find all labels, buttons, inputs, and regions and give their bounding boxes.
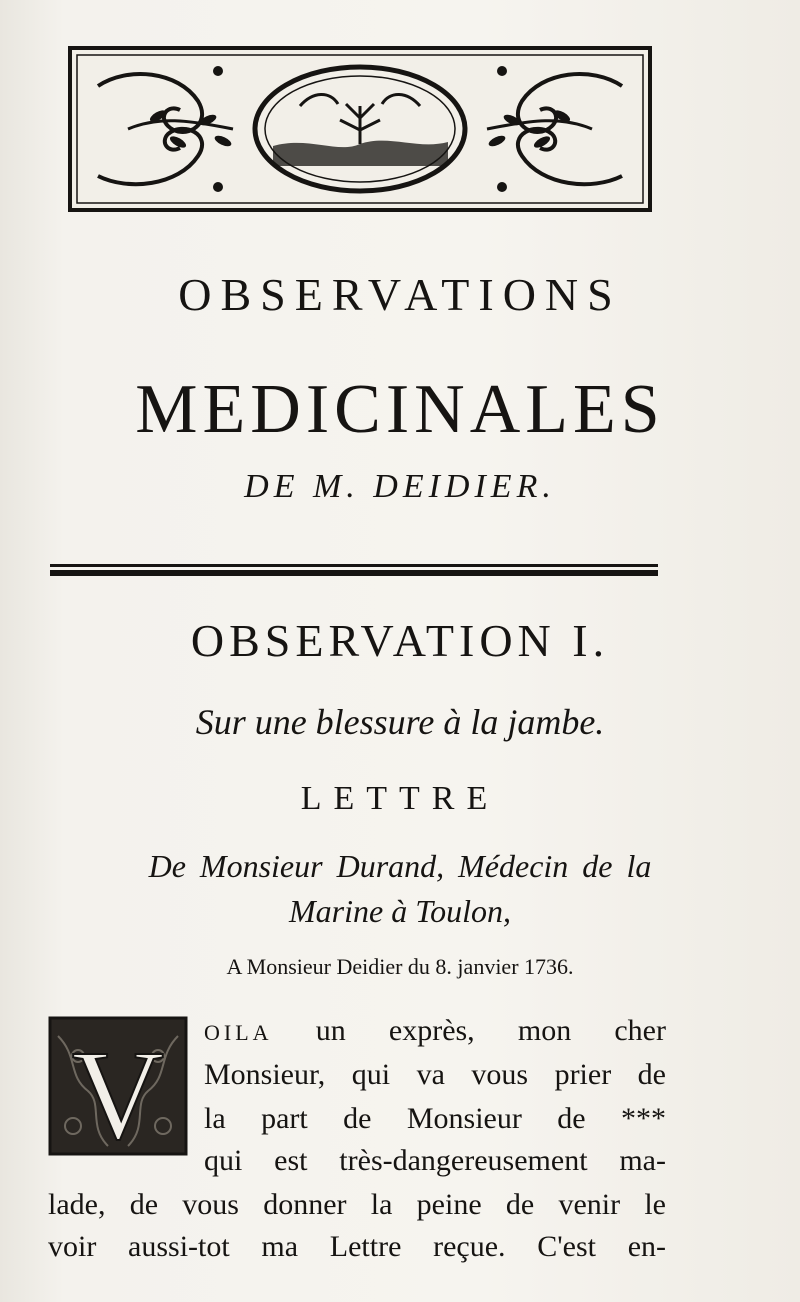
observation-subtitle: Sur une blessure à la jambe. [195, 702, 605, 742]
title-line-1: OBSERVATIONS [178, 269, 622, 320]
body-first-word: OILA [204, 1020, 273, 1045]
drop-cap-letter: V [71, 1024, 165, 1156]
body-line-5: lade, de vous donner la peine de venir le [48, 1188, 666, 1221]
body-line-6: voir aussi-tot ma Lettre reçue. C'est en- [48, 1230, 666, 1263]
double-rule-divider [50, 563, 658, 577]
woodcut-headpiece-icon [68, 46, 652, 212]
body-line-4: qui est très-dangereusement ma- [204, 1144, 666, 1177]
title-line-2: MEDICINALES [135, 371, 665, 448]
observation-heading: OBSERVATION I. [190, 615, 610, 666]
body-line-3: la part de Monsieur de *** [204, 1102, 666, 1135]
body-line-1-rest: un exprès, mon cher [315, 1014, 666, 1047]
drop-cap-v-icon [48, 1016, 188, 1156]
letter-from-line-2: Marine à Toulon, [289, 893, 511, 929]
title-author-line: DE M. DEIDIER. [244, 468, 556, 505]
body-line-2: Monsieur, qui va vous prier de [204, 1058, 666, 1091]
letter-recipient-line: A Monsieur Deidier du 8. janvier 1736. [226, 954, 574, 979]
body-line-1 [204, 1014, 666, 1048]
letter-from-line-1: De Monsieur Durand, Médecin de la [148, 848, 652, 884]
letter-heading: LETTRE [300, 780, 500, 817]
